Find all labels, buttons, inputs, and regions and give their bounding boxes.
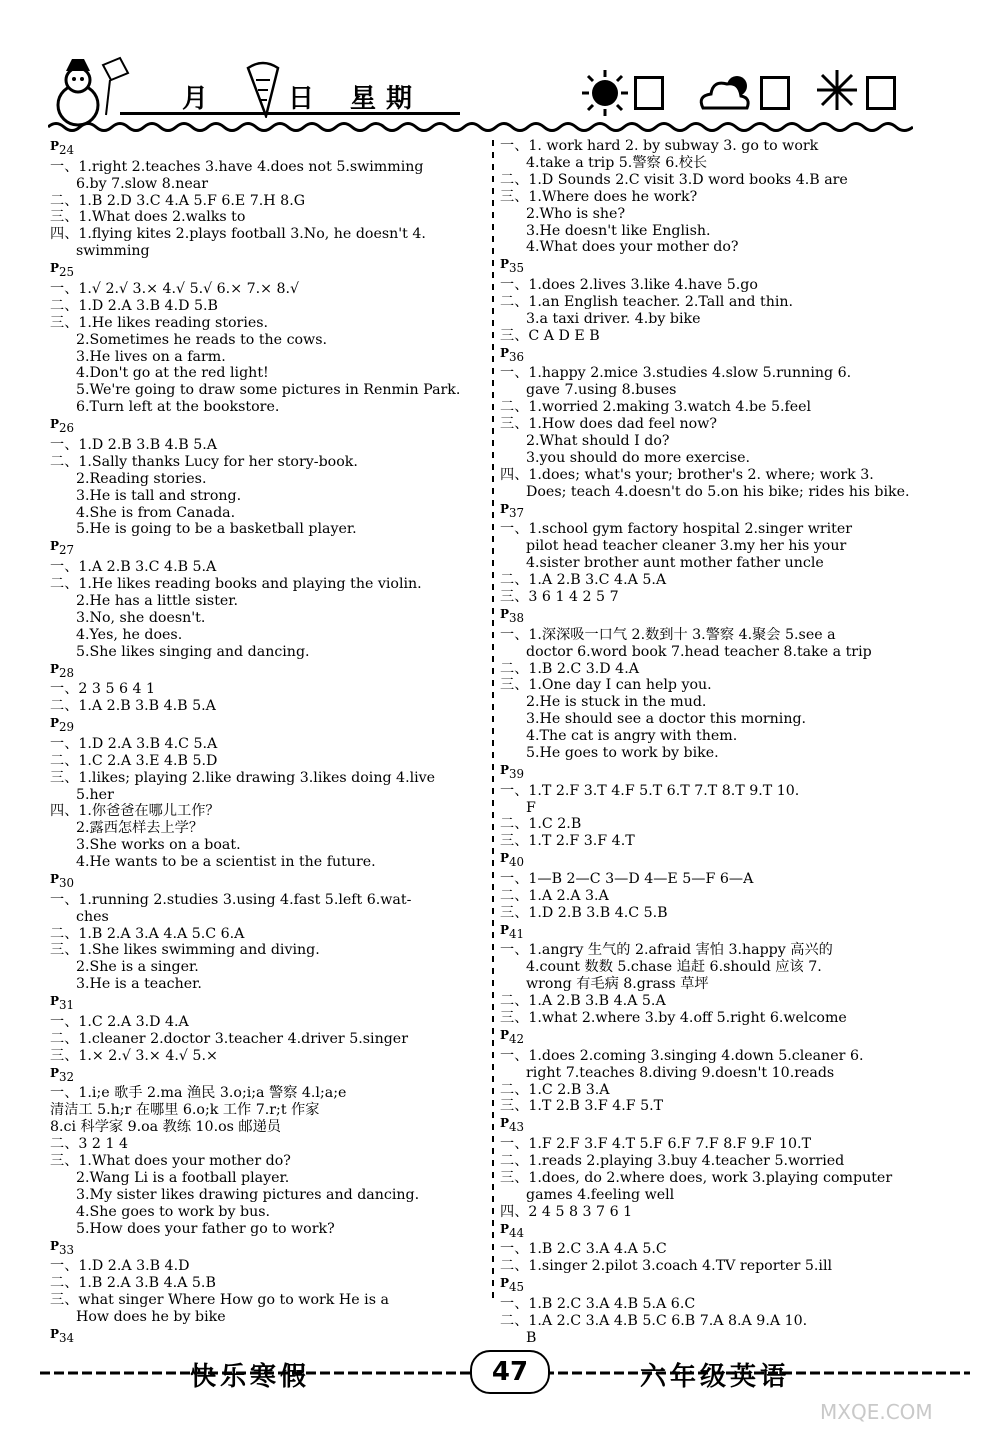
answer-line: 2.Sometimes he reads to the cows.	[76, 331, 327, 348]
answer-line: 三、1.likes; playing 2.like drawing 3.likes doing 4.live	[50, 769, 436, 786]
answer-line: 二、1.A 2.B 3.B 4.B 5.A	[50, 698, 216, 715]
answer-line: 4.sister brother aunt mother father uncle	[526, 555, 824, 572]
month-label: 月	[182, 84, 209, 114]
answer-line: 二、1.A 2.B 3.B 4.A 5.A	[500, 993, 666, 1010]
answer-line: 一、1.happy 2.mice 3.studies 4.slow 5.running 6.	[500, 365, 852, 382]
footer-subject: 六年级英语	[640, 1362, 791, 1392]
answer-line: 3.He lives on a farm.	[76, 348, 226, 365]
answers-right-column	[500, 138, 920, 1347]
answer-line: F	[526, 799, 536, 816]
answer-line: 一、1.T 2.F 3.T 4.F 5.T 6.T 7.T 8.T 9.T 10.	[500, 782, 800, 799]
answer-line: 二、1.B 2.C 3.D 4.A	[500, 660, 639, 677]
answer-line: 一、1.angry 生气的 2.afraid 害怕 3.happy 高兴的	[500, 942, 833, 959]
answer-line: 6.Turn left at the bookstore.	[76, 399, 280, 416]
answer-line: 三、3 6 1 4 2 5 7	[500, 589, 619, 606]
answer-line: 一、1.深深吸一口气 2.数到十 3.警察 4.聚会 5.see a	[500, 626, 836, 643]
page-ref: $P_{42}$	[500, 1028, 525, 1046]
answer-line: 二、1.reads 2.playing 3.buy 4.teacher 5.worried	[500, 1153, 845, 1170]
watermark: MXQE.COM	[820, 1400, 933, 1424]
page-ref: $P_{37}$	[500, 501, 525, 520]
answer-line: 4.Don't go at the red light!	[76, 365, 269, 382]
answer-line: 3.No, she doesn't.	[76, 609, 206, 626]
page-ref: $P_{27}$	[50, 539, 75, 558]
answer-line: 二、3 2 1 4	[50, 1136, 129, 1153]
page-ref: $P_{38}$	[500, 606, 525, 625]
answer-line: right 7.teaches 8.diving 9.doesn't 10.reads	[526, 1064, 835, 1081]
answer-line: 三、1.What does 2.walks to	[50, 209, 246, 226]
answer-line: 一、1.B 2.C 3.A 4.A 5.C	[500, 1241, 667, 1258]
cloudy-checkbox[interactable]	[760, 76, 790, 110]
answer-line: 3.She works on a boat.	[76, 837, 241, 854]
answer-line: 二、1.He likes reading books and playing the violin.	[50, 575, 422, 592]
page-ref: $P_{34}$	[50, 1326, 75, 1345]
answer-line: 四、1.你爸爸在哪儿工作？	[50, 803, 220, 820]
answer-line: 一、1.i;e 歌手 2.ma 渔民 3.o;i;a 警察 4.l;a;e	[50, 1085, 347, 1102]
answer-line: 一、1.F 2.F 3.F 4.T 5.F 6.F 7.F 8.F 9.F 10.T	[500, 1136, 812, 1153]
footer-title: 快乐寒假	[190, 1362, 311, 1392]
answer-line: 三、1.T 2.F 3.F 4.T	[500, 833, 635, 850]
page-ref: $P_{25}$	[50, 261, 75, 279]
answer-line: 2.Wang Li is a football player.	[76, 1169, 290, 1186]
answer-line: 一、1.B 2.C 3.A 4.B 5.A 6.C	[500, 1295, 696, 1312]
answer-line: 四、1.flying kites 2.plays football 3.No, he doesn't 4.	[50, 226, 426, 243]
snowman-icon	[48, 55, 138, 130]
answer-line: 二、1.an English teacher. 2.Tall and thin.	[500, 293, 794, 310]
page-ref: $P_{30}$	[50, 872, 75, 890]
answer-line: 三、1.what 2.where 3.by 4.off 5.right 6.welcome	[500, 1010, 847, 1027]
answer-line: swimming	[76, 243, 150, 260]
answer-line: 一、1—B 2—C 3—D 4—E 5—F 6—A	[500, 871, 754, 888]
sunny-checkbox[interactable]	[634, 76, 664, 110]
answer-line: 二、1.B 2.A 3.A 4.A 5.C 6.A	[50, 925, 245, 942]
answer-line: ches	[76, 908, 109, 925]
page-ref: $P_{41}$	[500, 922, 525, 941]
answer-line: B	[526, 1329, 537, 1346]
answer-line: 3.He is a teacher.	[76, 976, 202, 993]
column-divider	[488, 140, 498, 1300]
page-number: 47	[470, 1350, 550, 1394]
answer-line: How does he by bike	[76, 1309, 226, 1325]
answer-line: 清洁工 5.h;r 在哪里 6.o;k 工作 7.r;t 作家	[50, 1102, 320, 1119]
page-footer	[40, 1340, 970, 1400]
answer-line: 三、1.What does your mother do?	[50, 1153, 291, 1170]
answer-line: 2.Reading stories.	[76, 470, 207, 487]
page-ref: $P_{45}$	[500, 1276, 525, 1295]
answer-line: 一、1. work hard 2. by subway 3. go to work	[500, 138, 819, 154]
answers-left-column	[50, 138, 482, 1347]
sun-icon	[580, 68, 630, 118]
page-ref: $P_{39}$	[500, 762, 525, 781]
answer-line: 二、1.A 2.B 3.C 4.A 5.A	[500, 572, 667, 589]
answer-line: games 4.feeling well	[526, 1186, 675, 1203]
answer-line: 一、1.right 2.teaches 3.have 4.does not 5.swimming	[50, 158, 424, 175]
answer-line: 8.ci 科学家 9.oa 教练 10.os 邮递员	[50, 1119, 281, 1136]
carrot-icon	[238, 58, 288, 118]
answer-line: 三、1.T 2.B 3.F 4.F 5.T	[500, 1098, 664, 1115]
answer-line: 二、1.C 2.A 3.E 4.B 5.D	[50, 752, 218, 769]
answer-line: 三、1.D 2.B 3.B 4.C 5.B	[500, 904, 668, 921]
answer-line: wrong 有毛病 8.grass 草坪	[526, 976, 709, 993]
page-ref: $P_{28}$	[50, 661, 75, 680]
page-ref: $P_{44}$	[500, 1221, 525, 1240]
answer-line: 5.We're going to draw some pictures in Renmin Park.	[76, 382, 461, 399]
answer-line: pilot head teacher cleaner 3.my her his your	[526, 538, 847, 555]
answer-line: 四、1.does; what's your; brother's 2. where; work 3.	[500, 466, 874, 483]
answer-line: 4.Yes, he does.	[76, 626, 183, 643]
page-header	[0, 0, 1000, 140]
answer-line: 2.Who is she?	[526, 205, 626, 222]
answer-line: 一、1.does 2.coming 3.singing 4.down 5.cleaner 6.	[500, 1047, 864, 1064]
answer-line: 三、1.does, do 2.where does, work 3.playing computer	[500, 1169, 893, 1186]
answer-line: 3.He should see a doctor this morning.	[526, 711, 807, 728]
answer-line: 三、1.Where does he work?	[500, 188, 698, 205]
answer-line: 4.He wants to be a scientist in the future.	[76, 854, 376, 871]
answer-line: 2.What should I do?	[526, 433, 670, 450]
answer-line: Does; teach 4.doesn't do 5.on his bike; rides his bike.	[526, 483, 910, 500]
page-ref: $P_{33}$	[50, 1238, 75, 1257]
answer-line: 3.My sister likes drawing pictures and dancing.	[76, 1186, 420, 1203]
answer-line: 4.The cat is angry with them.	[526, 728, 738, 745]
answer-line: 二、1.A 2.A 3.A	[500, 887, 609, 904]
snowflake-icon	[815, 68, 859, 112]
answer-line: 三、1.He likes reading stories.	[50, 314, 269, 331]
answer-line: 二、1.B 2.A 3.B 4.A 5.B	[50, 1275, 216, 1292]
answer-line: 3.He is tall and strong.	[76, 487, 242, 504]
page-ref: $P_{40}$	[500, 851, 525, 870]
page-ref: $P_{35}$	[500, 257, 525, 276]
answer-line: 4.She goes to work by bus.	[76, 1203, 271, 1220]
answer-line: 2.She is a singer.	[76, 959, 199, 976]
answer-line: 5.He is going to be a basketball player.	[76, 521, 357, 538]
answer-line: 二、1.A 2.C 3.A 4.B 5.C 6.B 7.A 8.A 9.A 10.	[500, 1312, 808, 1329]
page-ref: $P_{43}$	[500, 1116, 525, 1135]
answer-line: 5.her	[76, 786, 114, 803]
answer-line: 一、1.√ 2.√ 3.× 4.√ 5.√ 6.× 7.× 8.√	[50, 280, 300, 297]
answer-line: 二、1.cleaner 2.doctor 3.teacher 4.driver 5.singer	[50, 1030, 408, 1047]
answer-line: 一、2 3 5 6 4 1	[50, 681, 156, 698]
answer-line: doctor 6.word book 7.head teacher 8.take a trip	[526, 643, 872, 660]
page-ref: $P_{31}$	[50, 994, 75, 1013]
answer-line: 2.He is stuck in the mud.	[526, 694, 707, 711]
page-ref: $P_{29}$	[50, 716, 75, 734]
answer-line: 5.She likes singing and dancing.	[76, 643, 310, 660]
page-ref: $P_{26}$	[50, 417, 75, 435]
answer-line: 一、1.does 2.lives 3.like 4.have 5.go	[500, 277, 758, 294]
page-ref: $P_{24}$	[50, 139, 75, 157]
answer-line: 二、1.C 2.B	[500, 816, 582, 833]
answer-line: 3.a taxi driver. 4.by bike	[526, 310, 701, 327]
answer-line: 3.you should do more exercise.	[526, 449, 751, 466]
answer-line: 一、1.D 2.B 3.B 4.B 5.A	[50, 436, 217, 453]
answer-line: 四、2 4 5 8 3 7 6 1	[500, 1203, 633, 1220]
answer-line: 一、1.school gym factory hospital 2.singer writer	[500, 521, 853, 538]
answer-line: 4.She is from Canada.	[76, 504, 236, 521]
answer-line: 三、C A D E B	[500, 327, 600, 344]
answer-line: 一、1.C 2.A 3.D 4.A	[50, 1013, 189, 1030]
answer-line: 二、1.C 2.B 3.A	[500, 1081, 610, 1098]
answer-line: 2.He has a little sister.	[76, 592, 239, 609]
answer-line: 4.What does your mother do?	[526, 239, 739, 256]
snowy-checkbox[interactable]	[866, 76, 896, 110]
answer-line: 一、1.D 2.A 3.B 4.D	[50, 1258, 190, 1275]
weekday-label: 星期	[350, 84, 423, 114]
top-rule	[48, 120, 913, 134]
answer-line: 二、1.singer 2.pilot 3.coach 4.TV reporter 5.ill	[500, 1258, 833, 1275]
answer-line: 二、1.worried 2.making 3.watch 4.be 5.feel	[500, 399, 812, 416]
page-ref: $P_{32}$	[50, 1065, 75, 1084]
answer-line: 三、1.× 2.√ 3.× 4.√ 5.×	[50, 1047, 218, 1064]
answer-line: 二、1.B 2.D 3.C 4.A 5.F 6.E 7.H 8.G	[50, 192, 306, 209]
answer-line: 一、1.running 2.studies 3.using 4.fast 5.left 6.wat-	[50, 891, 412, 908]
cloud-icon	[695, 68, 755, 118]
answer-line: 二、1.Sally thanks Lucy for her story-book.	[50, 453, 358, 470]
answer-line: 4.count 数数 5.chase 追赶 6.should 应该 7.	[526, 959, 822, 976]
answer-line: 二、1.D 2.A 3.B 4.D 5.B	[50, 297, 218, 314]
answer-line: 5.How does your father go to work?	[76, 1220, 335, 1237]
answer-line: 3.He doesn't like English.	[526, 222, 711, 239]
answer-line: 三、1.She likes swimming and diving.	[50, 942, 320, 959]
answer-line: gave 7.using 8.buses	[526, 382, 677, 399]
answer-line: 三、1.One day I can help you.	[500, 677, 712, 694]
page-ref: $P_{36}$	[500, 345, 525, 364]
answer-line: 6.by 7.slow 8.near	[76, 175, 209, 192]
answer-line: 5.He goes to work by bike.	[526, 745, 719, 762]
answer-line: 三、what singer Where How go to work He is a	[50, 1292, 389, 1309]
answer-line: 三、1.How does dad feel now?	[500, 416, 717, 433]
answer-line: 2.露西怎样去上学？	[76, 820, 204, 837]
answer-line: 一、1.D 2.A 3.B 4.C 5.A	[50, 735, 218, 752]
answer-line: 一、1.A 2.B 3.C 4.B 5.A	[50, 559, 217, 576]
day-label: 日	[288, 84, 315, 114]
answer-line: 二、1.D Sounds 2.C visit 3.D word books 4.B are	[500, 171, 848, 188]
answer-line: 4.take a trip 5.警察 6.校长	[526, 154, 708, 171]
